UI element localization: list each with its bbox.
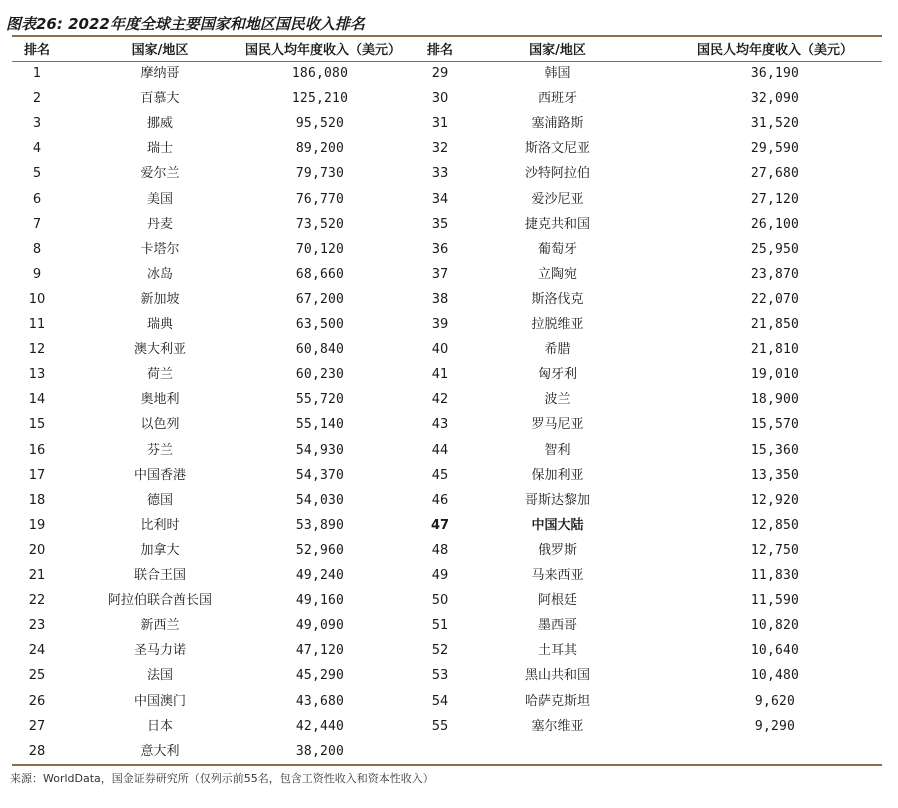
table-row [0, 613, 898, 638]
rank-cell: 53 [431, 668, 449, 684]
table-row [0, 538, 898, 563]
country-cell: 挪威 [146, 116, 173, 132]
table-row [0, 337, 898, 362]
rank-cell: 55 [431, 718, 449, 734]
income-cell: 79,730 [295, 166, 345, 182]
rank-cell: 37 [431, 266, 449, 282]
country-cell: 俄罗斯 [537, 542, 577, 558]
rank-cell: 38 [431, 291, 449, 307]
income-cell: 10,640 [750, 643, 800, 659]
rank-cell: 51 [431, 618, 449, 634]
country-cell: 西班牙 [537, 91, 577, 107]
income-cell: 19,010 [750, 367, 800, 383]
country-cell: 中国澳门 [133, 693, 186, 709]
income-cell: 52,960 [295, 542, 345, 558]
table-row [0, 187, 898, 212]
rank-cell: 5 [32, 166, 42, 182]
country-cell: 斯洛伐克 [531, 291, 584, 307]
country-cell: 美国 [146, 191, 173, 207]
country-cell: 罗马尼亚 [531, 417, 584, 433]
income-cell: 95,520 [295, 116, 345, 132]
income-cell: 18,900 [750, 392, 800, 408]
table-row [0, 638, 898, 663]
table-row [0, 86, 898, 111]
country-cell: 沙特阿拉伯 [524, 166, 590, 182]
figure-title: 图表26: 2022年度全球主要国家和地区国民收入排名 [6, 15, 365, 33]
rank-cell: 39 [431, 317, 449, 332]
header-rank-left: 排名 [23, 43, 50, 58]
income-cell: 32,090 [750, 91, 800, 107]
rank-cell: 15 [28, 417, 46, 433]
country-cell: 卡塔尔 [140, 241, 180, 257]
income-cell: 15,360 [750, 442, 800, 458]
country-cell: 立陶宛 [537, 266, 577, 282]
country-cell: 保加利亚 [531, 467, 584, 483]
income-cell: 10,480 [750, 668, 800, 684]
income-cell: 12,920 [750, 492, 800, 508]
income-cell: 54,370 [295, 467, 345, 483]
header-income-left: 国民人均年度收入（美元） [245, 43, 402, 58]
rank-cell: 6 [32, 191, 42, 207]
table-row [0, 287, 898, 312]
income-cell: 49,240 [295, 568, 345, 583]
rank-cell: 2 [32, 91, 42, 107]
table-row [0, 714, 898, 739]
rank-cell: 8 [32, 241, 42, 257]
country-cell: 德国 [146, 492, 173, 508]
income-cell: 9,620 [754, 693, 796, 709]
table-row [0, 412, 898, 437]
country-cell: 澳大利亚 [133, 342, 186, 358]
income-cell: 36,190 [750, 66, 800, 81]
rank-cell: 21 [28, 568, 46, 583]
rank-cell: 47 [430, 517, 450, 533]
income-cell: 27,120 [750, 191, 800, 207]
income-cell: 49,160 [295, 593, 345, 609]
income-cell: 26,100 [750, 216, 800, 232]
header-country-right: 国家/地区 [529, 43, 586, 58]
country-cell: 瑞士 [146, 141, 173, 157]
income-cell: 11,590 [750, 593, 800, 609]
rank-cell: 14 [28, 392, 46, 408]
country-cell: 法国 [146, 668, 173, 684]
table-row [0, 312, 898, 337]
rank-cell: 26 [28, 693, 46, 709]
country-cell: 新西兰 [140, 618, 180, 634]
country-cell: 塞浦路斯 [531, 116, 584, 132]
rank-cell: 28 [28, 743, 46, 759]
country-cell: 摩纳哥 [140, 66, 180, 81]
income-cell: 25,950 [750, 241, 800, 257]
income-cell: 55,140 [295, 417, 345, 433]
country-cell: 智利 [544, 442, 571, 458]
table-row [0, 111, 898, 136]
income-cell: 10,820 [750, 618, 800, 634]
country-cell: 葡萄牙 [537, 241, 577, 257]
rank-cell: 34 [431, 191, 449, 207]
country-cell: 意大利 [140, 743, 180, 759]
rank-cell: 3 [32, 116, 42, 132]
rank-cell: 35 [431, 216, 449, 232]
rank-cell: 23 [28, 618, 46, 634]
table-row [0, 463, 898, 488]
income-cell: 9,290 [754, 718, 796, 734]
income-cell: 47,120 [295, 643, 345, 659]
table-row [0, 739, 898, 764]
country-cell: 爱沙尼亚 [531, 191, 584, 207]
income-cell: 15,570 [750, 417, 800, 433]
country-cell: 以色列 [140, 417, 180, 433]
table-row [0, 513, 898, 538]
rank-cell: 29 [431, 66, 449, 81]
header-income-right: 国民人均年度收入（美元） [696, 43, 853, 58]
table-row [0, 563, 898, 588]
country-cell: 芬兰 [146, 442, 173, 458]
income-cell: 31,520 [750, 116, 800, 132]
country-cell: 波兰 [544, 392, 571, 408]
rank-cell: 19 [28, 517, 46, 533]
rank-cell: 50 [431, 593, 449, 609]
rank-cell: 30 [431, 91, 449, 107]
income-cell: 21,850 [750, 317, 800, 332]
rank-cell: 27 [28, 718, 46, 734]
income-cell: 43,680 [295, 693, 345, 709]
rank-cell: 13 [28, 367, 46, 383]
table-bottom-rule [12, 764, 882, 766]
income-cell: 38,200 [295, 743, 345, 759]
table-row [0, 161, 898, 186]
country-cell: 冰岛 [146, 266, 173, 282]
country-cell: 哥斯达黎加 [524, 492, 590, 508]
country-cell: 圣马力诺 [133, 643, 186, 659]
income-cell: 22,070 [750, 291, 800, 307]
country-cell: 加拿大 [140, 542, 180, 558]
income-cell: 27,680 [750, 166, 800, 182]
income-cell: 45,290 [295, 668, 345, 684]
income-cell: 29,590 [750, 141, 800, 157]
country-cell: 日本 [146, 718, 173, 734]
country-cell: 中国大陆 [531, 517, 584, 533]
rank-cell: 52 [431, 643, 449, 659]
rank-cell: 45 [431, 467, 449, 483]
country-cell: 哈萨克斯坦 [524, 693, 590, 709]
country-cell: 马来西亚 [531, 568, 584, 583]
country-cell: 瑞典 [146, 317, 173, 332]
rank-cell: 20 [28, 542, 46, 558]
income-cell: 73,520 [295, 216, 345, 232]
rank-cell: 17 [28, 467, 46, 483]
income-cell: 89,200 [295, 141, 345, 157]
rank-cell: 18 [28, 492, 46, 508]
table-row [0, 212, 898, 237]
country-cell: 塞尔维亚 [531, 718, 584, 734]
income-cell: 49,090 [295, 618, 345, 634]
rank-cell: 7 [32, 216, 42, 232]
rank-cell: 4 [32, 141, 42, 157]
rank-cell: 9 [32, 266, 42, 282]
rank-cell: 12 [28, 342, 46, 358]
rank-cell: 22 [28, 593, 46, 609]
income-cell: 42,440 [295, 718, 345, 734]
country-cell: 土耳其 [537, 643, 577, 659]
country-cell: 中国香港 [133, 467, 186, 483]
rank-cell: 42 [431, 392, 449, 408]
country-cell: 匈牙利 [537, 367, 577, 383]
header-country-left: 国家/地区 [131, 43, 189, 58]
rank-cell: 36 [431, 241, 449, 257]
country-cell: 新加坡 [140, 291, 180, 307]
table-row [0, 387, 898, 412]
income-cell: 12,750 [750, 542, 800, 558]
table-row [0, 61, 898, 86]
country-cell: 希腊 [544, 342, 571, 358]
rank-cell: 54 [431, 693, 449, 709]
country-cell: 丹麦 [146, 216, 173, 232]
rank-cell: 43 [431, 417, 449, 433]
income-cell: 12,850 [750, 517, 800, 533]
source-note: 来源：WorldData，国金证券研究所（仅列示前55名，包含工资性收入和资本性收入） [10, 772, 434, 785]
country-cell: 墨西哥 [537, 618, 577, 634]
table-row [0, 663, 898, 688]
rank-cell: 41 [431, 367, 449, 383]
income-cell: 23,870 [750, 266, 800, 282]
rank-cell: 46 [431, 492, 449, 508]
income-cell: 63,500 [295, 317, 345, 332]
table-row [0, 136, 898, 161]
rank-cell: 32 [431, 141, 449, 157]
country-cell: 黑山共和国 [524, 668, 590, 684]
income-cell: 11,830 [750, 568, 800, 583]
rank-cell: 10 [28, 291, 46, 307]
rank-cell: 33 [431, 166, 449, 182]
income-cell: 76,770 [295, 191, 345, 207]
country-cell: 百慕大 [140, 91, 180, 107]
income-cell: 186,080 [291, 66, 349, 81]
income-cell: 60,230 [295, 367, 345, 383]
country-cell: 阿拉伯联合酋长国 [107, 593, 212, 609]
table-row [0, 237, 898, 262]
rank-cell: 31 [431, 116, 449, 132]
rank-cell: 25 [28, 668, 46, 684]
country-cell: 比利时 [140, 517, 180, 533]
income-cell: 21,810 [750, 342, 800, 358]
rank-cell: 44 [431, 442, 449, 458]
country-cell: 爱尔兰 [140, 166, 180, 182]
income-cell: 67,200 [295, 291, 345, 307]
income-cell: 60,840 [295, 342, 345, 358]
table-row [0, 689, 898, 714]
rank-cell: 1 [32, 66, 42, 81]
rank-cell: 16 [28, 442, 46, 458]
income-cell: 13,350 [750, 467, 800, 483]
country-cell: 捷克共和国 [524, 216, 590, 232]
table-row [0, 488, 898, 513]
country-cell: 阿根廷 [537, 593, 577, 609]
income-cell: 54,930 [295, 442, 345, 458]
rank-cell: 48 [431, 542, 449, 558]
rank-cell: 40 [431, 342, 449, 358]
table-header [0, 37, 898, 59]
income-cell: 54,030 [295, 492, 345, 508]
country-cell: 奥地利 [140, 392, 180, 408]
income-cell: 55,720 [295, 392, 345, 408]
header-rank-right: 排名 [426, 43, 453, 58]
table-row [0, 588, 898, 613]
country-cell: 拉脱维亚 [531, 317, 584, 332]
table-row [0, 438, 898, 463]
country-cell: 斯洛文尼亚 [524, 141, 590, 157]
country-cell: 韩国 [544, 66, 571, 81]
table-row [0, 262, 898, 287]
income-cell: 70,120 [295, 241, 345, 257]
income-cell: 125,210 [291, 91, 349, 107]
rank-cell: 11 [28, 317, 46, 332]
income-cell: 53,890 [295, 517, 345, 533]
table-row [0, 362, 898, 387]
rank-cell: 24 [28, 643, 46, 659]
country-cell: 荷兰 [146, 367, 173, 383]
rank-cell: 49 [431, 568, 449, 583]
country-cell: 联合王国 [133, 568, 186, 583]
income-cell: 68,660 [295, 266, 345, 282]
